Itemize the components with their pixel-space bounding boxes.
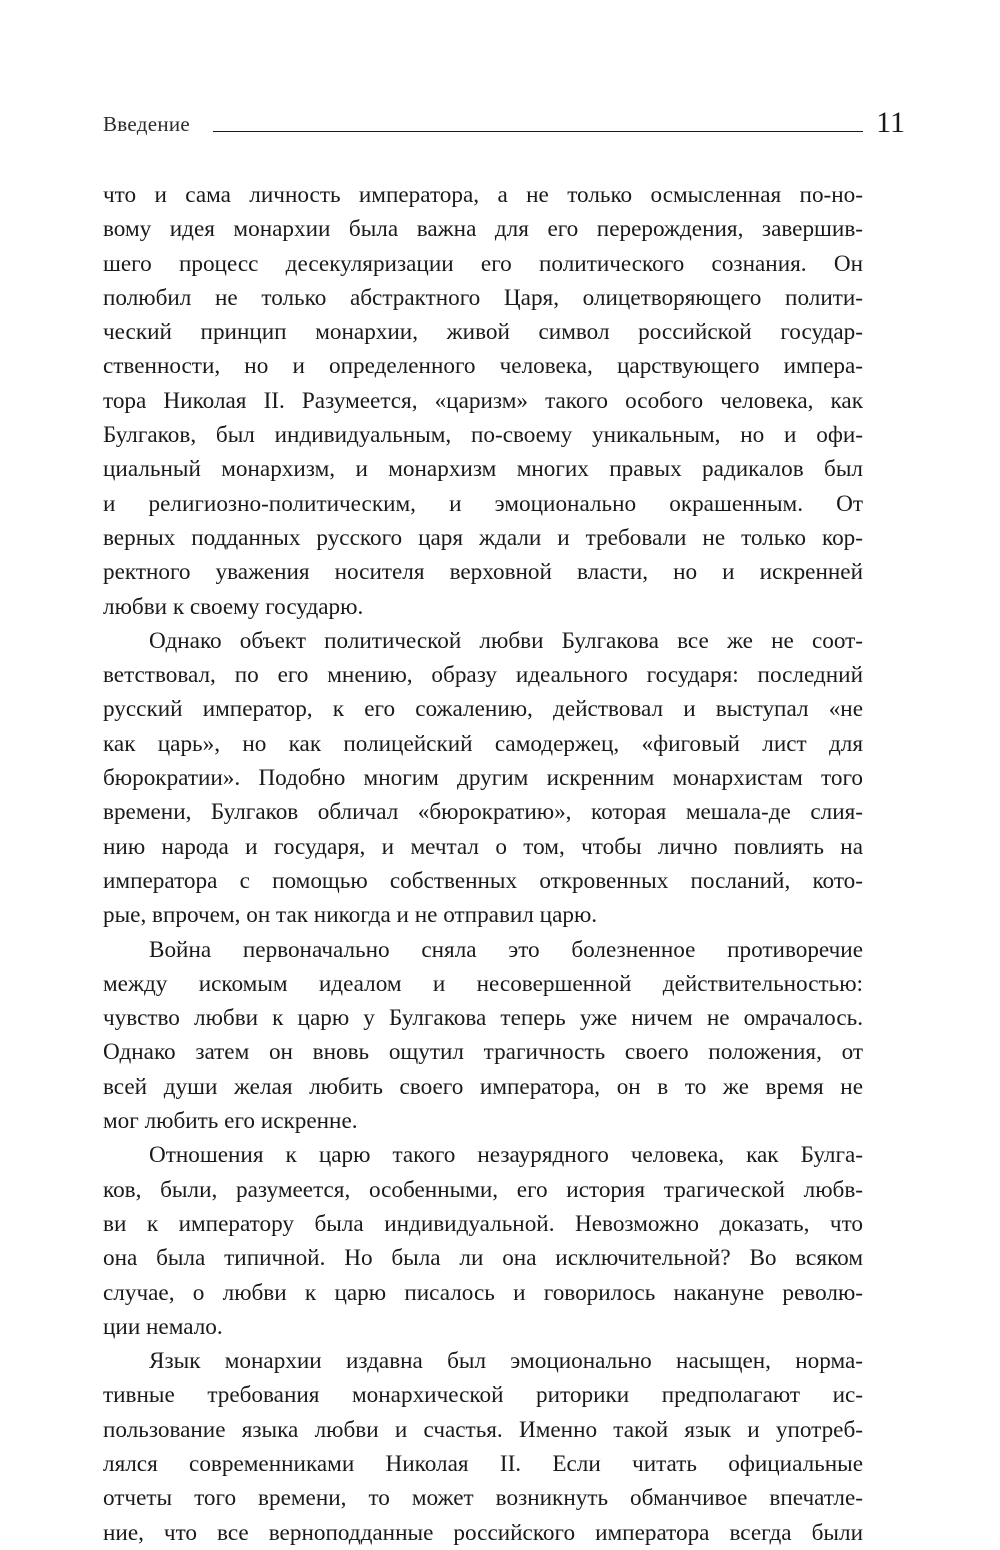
text-line: ветствовал, по его мнению, образу идеального государя: последний — [103, 662, 863, 689]
text-line: всей души желая любить своего императора, он в то же время не — [103, 1073, 863, 1100]
section-title: Введение — [103, 112, 191, 136]
text-line: тора Николая II. Разумеется, «царизм» такого особого человека, как — [103, 387, 863, 414]
text-line: как царь», но как полицейский самодержец, «фиговый лист для — [103, 730, 863, 757]
body-text — [103, 178, 863, 1550]
text-line: нию народа и государя, и мечтал о том, чтобы лично повлиять на — [103, 833, 863, 860]
text-line: и религиозно-политическим, и эмоционально окрашенным. От — [103, 490, 863, 517]
text-line: любви к своему государю. — [103, 593, 364, 620]
text-line: рые, впрочем, он так никогда и не отправил царю. — [103, 902, 598, 929]
text-line: Язык монархии издавна был эмоционально насыщен, норма- — [149, 1348, 863, 1375]
text-line: ственности, но и определенного человека, царствующего импера- — [103, 353, 863, 380]
text-line: лялся современниками Николая II. Если читать официальные — [103, 1450, 863, 1477]
text-line: мог любить его искренне. — [103, 1108, 358, 1135]
running-header — [103, 104, 905, 138]
text-line: между искомым идеалом и несовершенной действительностью: — [103, 970, 863, 997]
text-line: Булгаков, был индивидуальным, по-своему уникальным, но и офи- — [103, 422, 863, 449]
text-line: что и сама личность императора, а не только осмысленная по-но- — [103, 182, 863, 208]
text-line: ков, были, разумеется, особенными, его история трагической любв- — [103, 1176, 863, 1203]
text-line: тивные требования монархической риторики предполагают ис- — [103, 1382, 863, 1409]
text-line: русский император, к его сожалению, действовал и выступал «не — [103, 696, 863, 723]
text-line: Война первоначально сняла это болезненное противоречие — [149, 936, 863, 963]
text-line: отчеты того времени, то может возникнуть обманчивое впечатле- — [103, 1485, 863, 1512]
text-line: императора с помощью собственных откровенных посланий, кото- — [103, 867, 863, 894]
text-line: ви к императору была индивидуальной. Невозможно доказать, что — [103, 1210, 863, 1237]
text-line: ческий принцип монархии, живой символ российской государ- — [103, 319, 863, 346]
text-line: Отношения к царю такого незаурядного человека, как Булга- — [149, 1142, 863, 1169]
text-line: чувство любви к царю у Булгакова теперь уже ничем не омрачалось. — [103, 1005, 863, 1032]
text-line: циальный монархизм, и монархизм многих правых радикалов был — [103, 456, 863, 483]
text-line: вому идея монархии была важна для его перерождения, завершив- — [103, 216, 863, 243]
text-line: ние, что все верноподданные российского императора всегда были — [103, 1519, 863, 1546]
text-line: Однако объект политической любви Булгакова все же не соот- — [149, 627, 863, 654]
page-number: 11 — [876, 106, 905, 139]
text-line: ции немало. — [103, 1313, 223, 1340]
text-line: времени, Булгаков обличал «бюрократию», которая мешала-де слия- — [103, 799, 863, 826]
text-line: пользование языка любви и счастья. Именно такой язык и употреб- — [103, 1416, 863, 1443]
text-line: бюрократии». Подобно многим другим искренним монархистам того — [103, 765, 863, 792]
text-line: Однако затем он вновь ощутил трагичность своего положения, от — [103, 1039, 863, 1066]
text-line: полюбил не только абстрактного Царя, олицетворяющего полити- — [103, 284, 863, 311]
text-line: верных подданных русского царя ждали и требовали не только кор- — [103, 524, 863, 551]
text-line: шего процесс десекуляризации его политического сознания. Он — [103, 250, 863, 277]
text-line: она была типичной. Но была ли она исключительной? Во всяком — [103, 1245, 863, 1272]
header-rule — [213, 131, 863, 132]
text-line: ректного уважения носителя верховной власти, но и искренней — [103, 559, 863, 586]
text-line: случае, о любви к царю писалось и говорилось накануне револю- — [103, 1279, 863, 1306]
